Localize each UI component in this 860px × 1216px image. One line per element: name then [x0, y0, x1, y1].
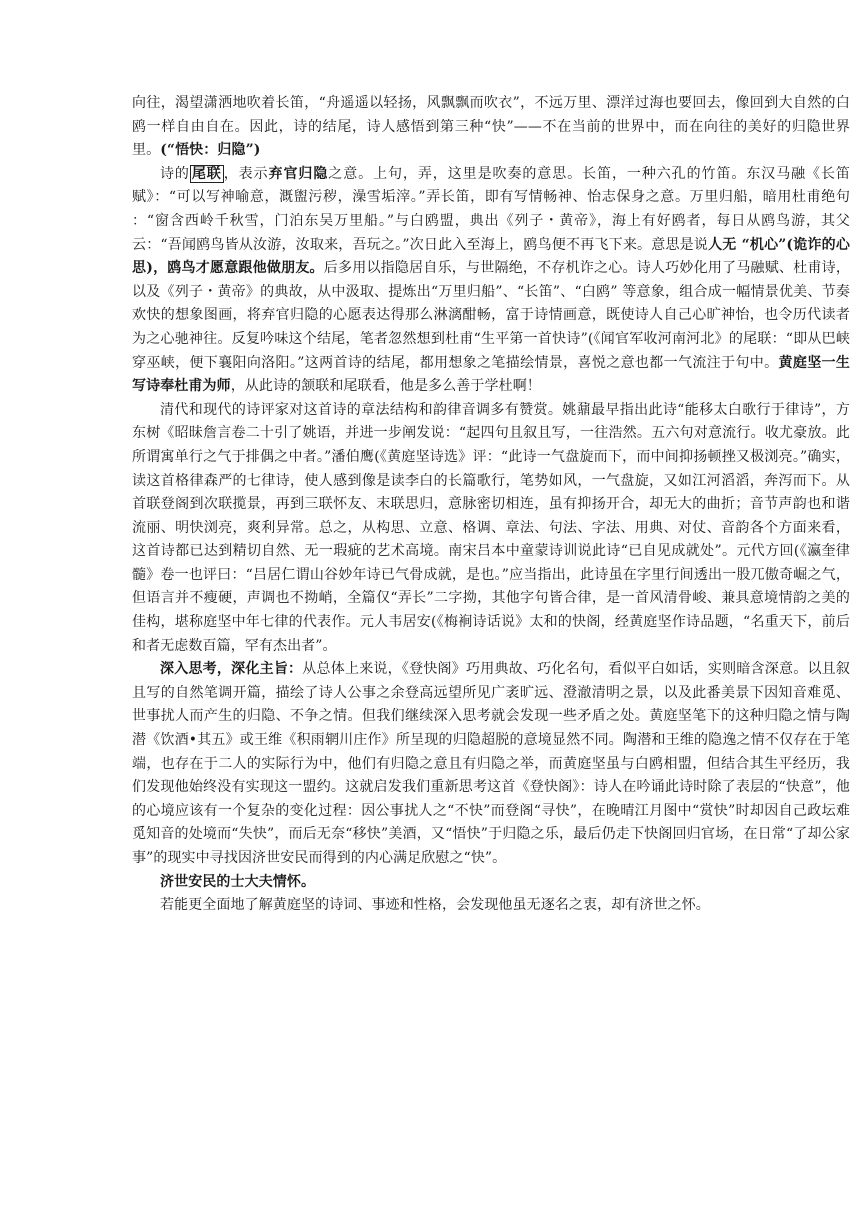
paragraph-6 [132, 894, 850, 918]
text-run: 向往，渴望潇洒地吹着长笛，“舟遥遥以轻扬，风飘飘而吹衣”，不远万里、漂洋过海也要回去，像回到大自然的白鸥一样自由自在。因此，诗的结尾，诗人感悟到第三种“快”——不在当前的世界中，而在向往的美好的归隐世界里。 [132, 95, 850, 159]
bold-run: 人无 “机心”(诡诈的心思)，鸥鸟才愿意跟他做朋友。 [132, 236, 850, 277]
section-heading-inline: 深入思考，深化主旨： [160, 661, 303, 678]
text-run: 清代和现代的诗评家对这首诗的章法结构和韵律音调多有赞赏。姚鼐最早指出此诗“能移太白歌行于律诗”，方东树《昭昧詹言卷二十引了姚语，并进一步阐发说：“起四句且叙且写，一往浩然。五六句对意流行。收尤豪放。此所谓寓单行之气于排偶之中者。”潘伯鹰(《黄庭坚诗选》评：“此诗一气盘旋而下，而中间抑扬顿挫又极浏亮。”确实，读这首格律森严的七律诗，使人感到像是读李白的长篇歌行，笔势如风，一气盘旋，又如江河滔滔，奔泻而下。从首联登阁到次联揽景，再到三联怀友、末联思归，意脉密切相连，虽有抑扬开合，却无大的曲折；音节声韵也和谐流丽、明快浏亮，爽利异常。总之，从构思、立意、格调、章法、句法、字法、用典、对仗、音韵各个方面来看，这首诗都已达到精切自然、无一瑕疵的艺术高境。南宋吕本中童蒙诗训说此诗“已自见成就处”。元代方回(《瀛奎律髓》卷一也评曰：“吕居仁谓山谷妙年诗已气骨成就，是也。”应当指出，此诗虽在字里行间透出一股兀傲奇崛之气，但语言并不瘦硬，声调也不拗峭，全篇仅“弄长”二字拗，其他字句皆合律，是一首风清骨峻、兼具意境情韵之美的佳构，堪称庭坚中年七律的代表作。元人韦居安(《梅裥诗话说》太和的快阁，经黄庭坚作诗品题，“名重天下，前后和者无虑数百篇，罕有杰出者”。 [132, 401, 850, 654]
paragraph-5 [132, 871, 850, 895]
paragraph-3 [132, 399, 850, 659]
text-run: 之意。上句，弄，这里是吹奏的意思。长笛，一种六孔的竹笛。东汉马融《长笛赋》：“可以写神喻意，溉盥污秽，澡雪垢滓。”弄长笛，即有写情畅神、怡志保身之意。万里归船，暗用杜甫绝句 ：“窗含西岭千秋雪，门泊东吴万里船。”与白鸥盟，典出《列子・黄帝》，海上有好鸥者，每日从鸥鸟游，其父云：“吾闻鸥鸟皆从汝游，汝取来，吾玩之。”次日此入至海上，鸥鸟便不再飞下来。意思是说 [132, 165, 851, 253]
text-run: 若能更全面地了解黄庭坚的诗词、事迹和性格，会发现他虽无逐名之衷，却有济世之怀。 [160, 897, 710, 914]
paragraph-1 [132, 92, 850, 163]
text-run: 诗的 [160, 165, 190, 182]
text-run: 从总体上来说，《登快阁》巧用典故、巧化名句，看似平白如话，实则暗含深意。以且叙且写的自然笔调开篇，描绘了诗人公事之余登高远望所见广袤旷远、澄澈清明之景，以及此番美景下因知音难觅、世事扰人而产生的归隐、不争之情。但我们继续深入思考就会发现一些矛盾之处。黄庭坚笔下的这种归隐之情与陶潜《饮酒•其五》或王维《积雨辋川庄作》所呈现的归隐超脱的意境显然不同。陶潜和王维的隐逸之情不仅存在于笔端，也存在于二人的实际行为中，他们有归隐之意且有归隐之举，而黄庭坚虽与白鸥相盟，但结合其生平经历，我们发现他始终没有实现这一盟约。这就启发我们重新思考这首《登快阁》：诗人在吟诵此诗时除了表层的“快意”，他的心境应该有一个复杂的变化过程：因公事扰人之“不快”而登阁“寻快”，在晚晴江月图中“赏快”时却因自己政坛难觅知音的处境而“失快”，而后无奈“移快”美酒，又“悟快”于归隐之乐，最后仍走下快阁回归官场，在日常“了却公家事”的现实中寻找因济世安民而得到的内心满足欣慰之“快”。 [132, 661, 851, 866]
bold-run: (“悟快：归隐”) [160, 142, 261, 159]
boxed-term: 尾联 [191, 165, 222, 182]
bold-run: 黄庭坚一生写诗奉杜甫为师 [132, 354, 851, 395]
bold-run: 弃官归隐 [268, 165, 329, 182]
section-heading: 济世安民的士大夫情怀。 [160, 873, 316, 890]
paragraph-2 [132, 163, 850, 399]
text-run: ，表示 [223, 165, 269, 182]
text-run: 后多用以指隐居自乐，与世隔绝，不存机诈之心。诗人巧妙化用了马融赋、杜甫诗，以及《列子・黄帝》的典故，从中汲取、提炼出“万里归船”、“长笛”、“白鸥” 等意象，组合成一幅情景优美、节奏欢快的想象图画，将弃官归隐的心愿表达得那么淋漓酣畅，富于诗情画意，既使诗人自己心旷神怡，也令历代读者为之心驰神往。反复吟味这个结尾，笔者忽然想到杜甫“生平第一首快诗”(《闻官军收河南河北》的尾联：“即从巴峡穿巫峡，便下襄阳向洛阳。”这两首诗的结尾，都用想象之笔描绘情景，喜悦之意也都一气流注于句中。 [132, 260, 850, 371]
paragraph-4 [132, 658, 850, 870]
text-run: ，从此诗的颔联和尾联看，他是多么善于学杜啊！ [230, 378, 541, 395]
document-page [132, 92, 850, 918]
